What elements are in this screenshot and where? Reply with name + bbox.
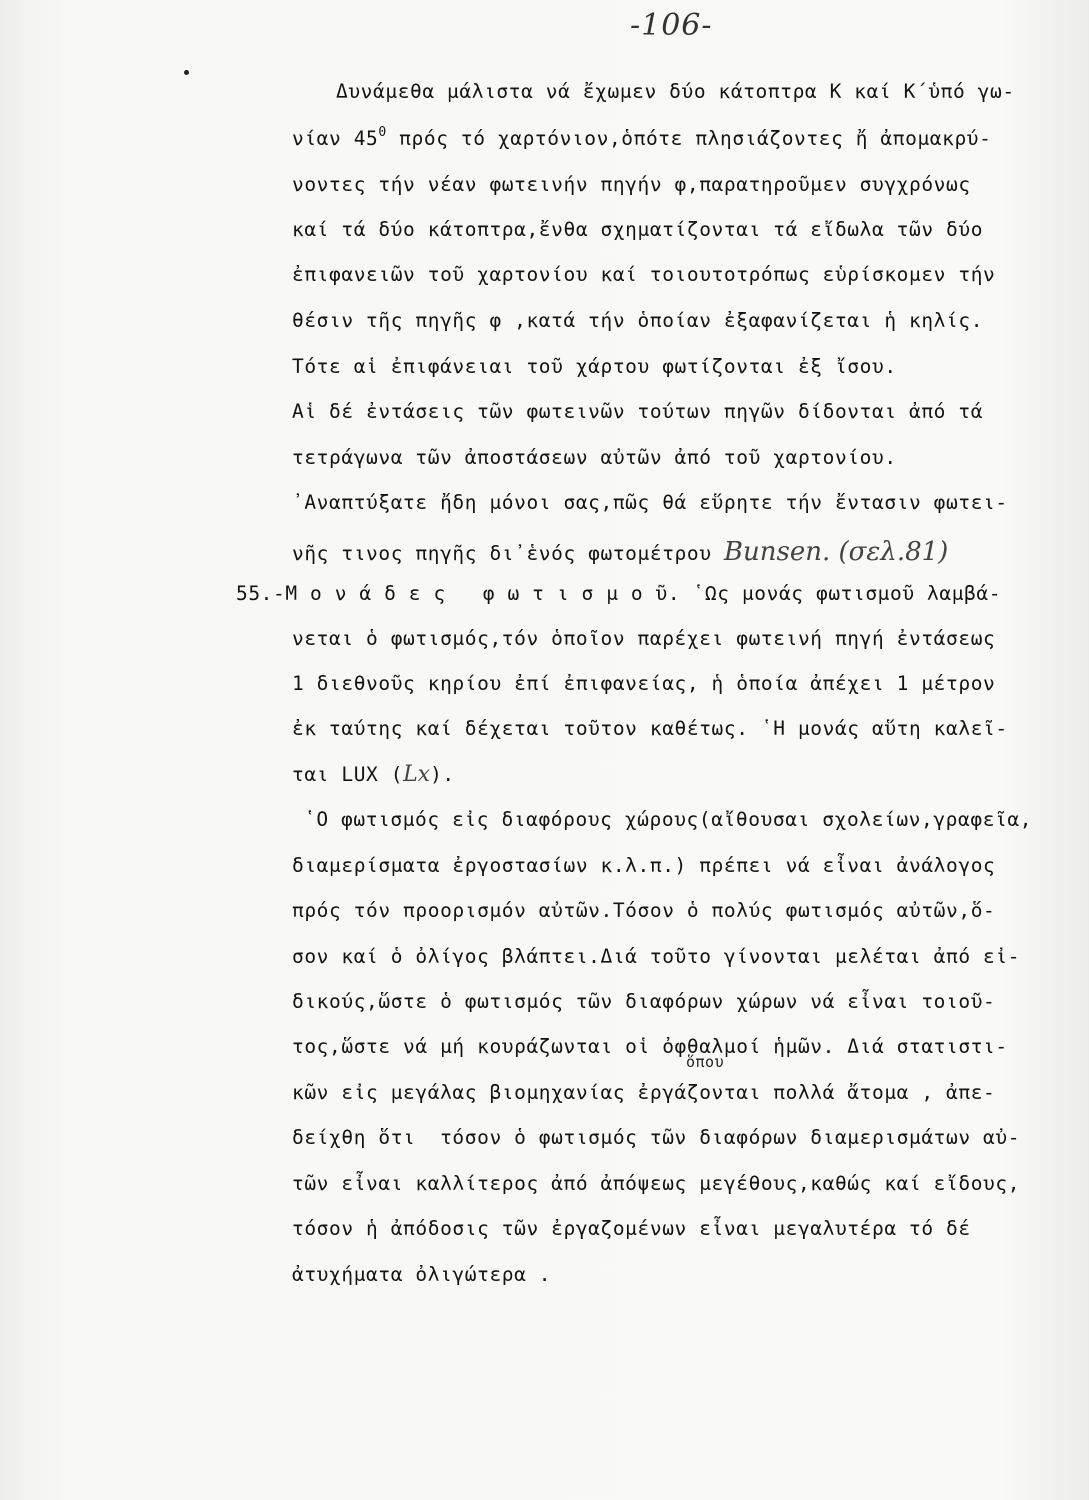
text-line: τόσον ἡ ἀπόδοσις τῶν ἐργαζομένων εἶναι μεγαλυτέρα τό δέ [292,1217,971,1240]
text-line: κῶν εἰς μεγάλας βιομηχανίας ἐργάζονται πολλά ἄτομα , ἀπε- [292,1081,996,1104]
text-line: καί τά δύο κάτοπτρα,ἔνθα σχηματίζονται τά εἴδωλα τῶν δύο [292,218,984,241]
text-line: σον καί ὁ ὀλίγος βλάπτει.Διά τοῦτο γίνονται μελέται ἀπό εἰ- [292,945,1021,968]
text-fragment: πρός τό χαρτόνιον,ὁπότε πλησιάζοντες ἤ ἀπομακρύ- [386,127,992,150]
text-line: ἀτυχήματα ὀλιγώτερα . [292,1263,552,1286]
text-line [292,127,992,150]
section-heading-line: 55.-Μ ο ν ά δ ε ς φ ω τ ι σ μ ο ῦ. ῾Ως μονάς φωτισμοῦ λαμβά- [236,582,1002,605]
text-line: ἐπιφανειῶν τοῦ χαρτονίου καί τοιουτοτρόπως εὑρίσκομεν τήν [292,263,996,286]
text-line: Τότε αἱ ἐπιφάνειαι τοῦ χάρτου φωτίζονται ἐξ ἴσου. [292,355,897,378]
text-line: νεται ὁ φωτισμός,τόν ὁποῖον παρέχει φωτεινή πηγή ἐντάσεως [292,627,996,650]
text-line [292,537,948,567]
text-line: ῾Ο φωτισμός εἰς διαφόρους χώρους(αἴθουσαι σχολείων,γραφεῖα, [304,808,1033,831]
text-line: τος,ὥστε νά μή κουράζωνται οἱ ὀφθαλμοί ἡμῶν. Διά στατιστι- [292,1035,1008,1058]
text-line: τετράγωνα τῶν ἀποστάσεων αὐτῶν ἀπό τοῦ χαρτονίου. [292,446,897,469]
text-line: νοντες τήν νέαν φωτεινήν πηγήν φ,παρατηροῦμεν συγχρόνως [292,173,971,196]
text-fragment: νῆς τινος πηγῆς δι᾿ἑνός φωτομέτρου [292,542,712,565]
margin-dot [184,70,189,75]
text-line: δικούς,ὥστε ὁ φωτισμός τῶν διαφόρων χώρων νά εἶναι τοιοῦ- [292,990,996,1013]
text-line [292,762,455,787]
text-line: δείχθη ὅτι τόσον ὁ φωτισμός τῶν διαφόρων διαμερισμάτων αὐ- [292,1126,1021,1149]
text-line: θέσιν τῆς πηγῆς φ ,κατά τήν ὁποίαν ἐξαφανίζεται ἡ κηλίς. [292,309,984,332]
inserted-word: ὅπου [686,1053,725,1071]
text-line: ᾿Αναπτύξατε ἤδη μόνοι σας,πῶς θά εὕρητε τήν ἔντασιν φωτει- [292,491,1008,514]
text-line: 1 διεθνοῦς κηρίου ἐπί ἐπιφανείας, ἡ ὁποία ἀπέχει 1 μέτρον [292,672,996,695]
text-line: ἐκ ταύτης καί δέχεται τοῦτον καθέτως. ῾Η μονάς αὕτη καλεῖ- [292,717,1008,740]
text-fragment: νίαν 45 [292,127,379,150]
text-fragment: ται LUX ( [292,763,404,786]
text-line: πρός τόν προορισμόν αὐτῶν.Τόσον ὁ πολύς φωτισμός αὐτῶν,ὅ- [292,899,996,922]
page-number: -106- [630,8,713,43]
text-fragment: ). [430,763,455,786]
lux-symbol: Lx [403,762,431,787]
text-line: διαμερίσματα ἐργοστασίων κ.λ.π.) πρέπει νά εἶναι ἀνάλογος [292,854,996,877]
degree-superscript: 0 [378,125,387,140]
text-line: Αἱ δέ ἐντάσεις τῶν φωτεινῶν τούτων πηγῶν δίδονται ἀπό τά [292,400,984,423]
text-line: τῶν εἶναι καλλίτερος ἀπό ἀπόψεως μεγέθους,καθώς καί εἴδους, [292,1172,1021,1195]
text-line: Δυνάμεθα μάλιστα νά ἔχωμεν δύο κάτοπτρα Κ καί Κ΄ὑπό γω- [336,80,1015,103]
handwritten-note: Bunsen. (σελ.81) [723,537,949,567]
